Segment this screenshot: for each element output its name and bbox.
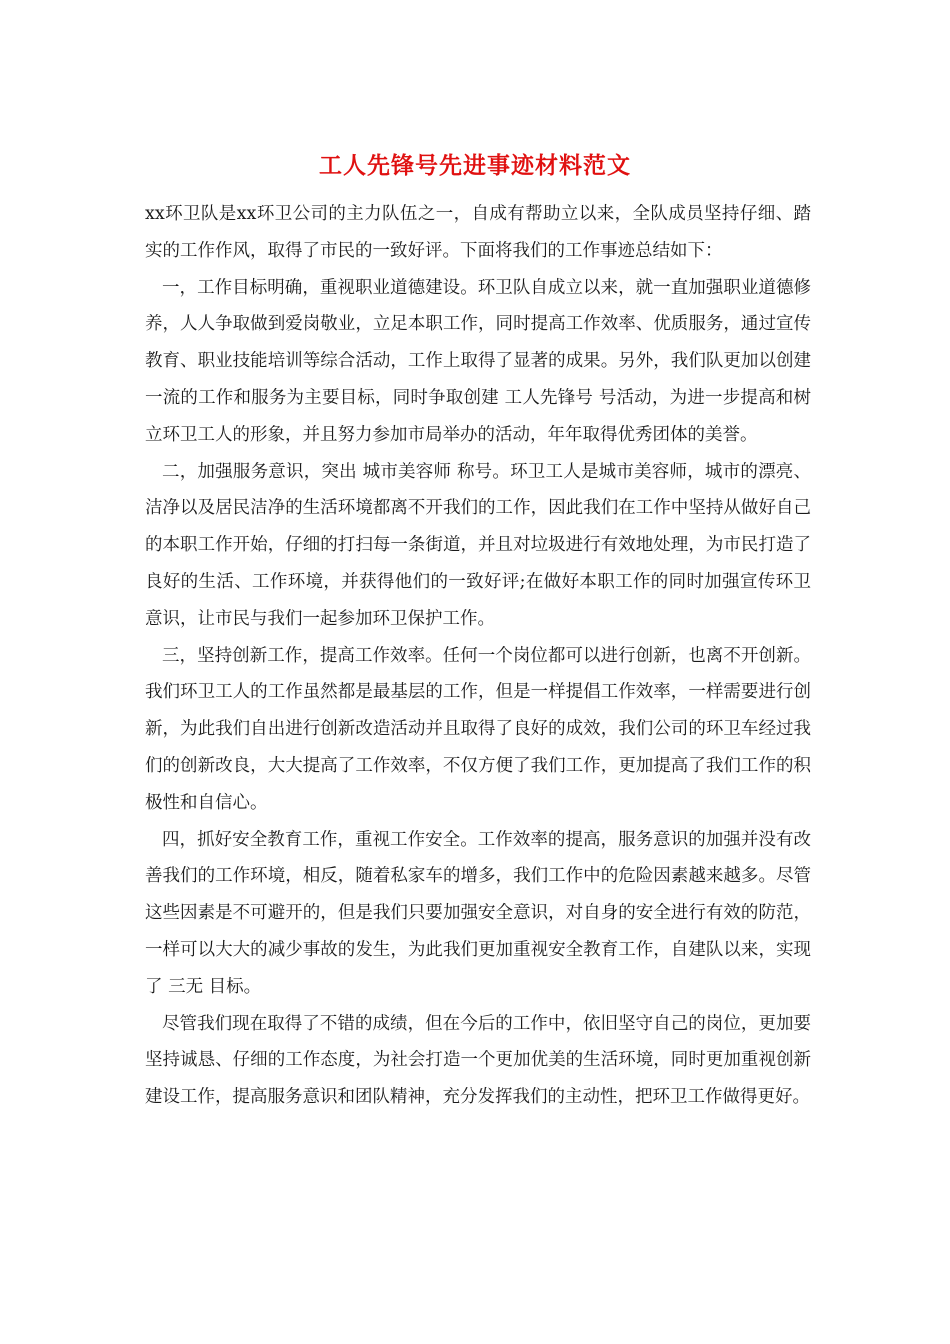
paragraph-1: 一，工作目标明确，重视职业道德建设。环卫队自成立以来，就一直加强职业道德修养，人人争取做到爱岗敬业，立足本职工作，同时提高工作效率、优质服务，通过宣传教育、职业技能培训等综合活动，工作上取得了显著的成果。另外，我们队更加以创建一流的工作和服务为主要目标，同时争取创建 工人先锋号 号活动，为进一步提高和树立环卫工人的形象，并且努力参加市局举办的活动，年年取得优秀团体的美誉。 xyxy=(145,277,811,445)
paragraph-intro: xx环卫队是xx环卫公司的主力队伍之一，自成有帮助立以来，全队成员坚持仔细、踏实的工作作风，取得了市民的一致好评。下面将我们的工作事迹总结如下： xyxy=(145,204,811,261)
paragraph-3: 三，坚持创新工作，提高工作效率。任何一个岗位都可以进行创新，也离不开创新。我们环卫工人的工作虽然都是最基层的工作，但是一样提倡工作效率，一样需要进行创新，为此我们自出进行创新改造活动并且取得了良好的成效，我们公司的环卫车经过我们的创新改良，大大提高了工作效率，不仅方便了我们工作，更加提高了我们工作的积极性和自信心。 xyxy=(145,645,811,813)
paragraph-4: 四，抓好安全教育工作，重视工作安全。工作效率的提高，服务意识的加强并没有改善我们的工作环境，相反，随着私家车的增多，我们工作中的危险因素越来越多。尽管这些因素是不可避开的，但是我们只要加强安全意识，对自身的安全进行有效的防范，一样可以大大的减少事故的发生，为此我们更加重视安全教育工作，自建队以来，实现了 三无 目标。 xyxy=(145,829,811,997)
document-title: 工人先锋号先进事迹材料范文 xyxy=(319,152,631,179)
paragraph-2: 二，加强服务意识，突出 城市美容师 称号。环卫工人是城市美容师，城市的漂亮、洁净以及居民洁净的生活环境都离不开我们的工作，因此我们在工作中坚持从做好自己的本职工作开始，仔细的打扫每一条街道，并且对垃圾进行有效地处理，为市民打造了良好的生活、工作环境，并获得他们的一致好评;在做好本职工作的同时加强宣传环卫意识，让市民与我们一起参加环卫保护工作。 xyxy=(145,461,811,629)
document-body xyxy=(145,196,811,1116)
paragraph-5: 尽管我们现在取得了不错的成绩，但在今后的工作中，依旧坚守自己的岗位，更加要坚持诚恳、仔细的工作态度，为社会打造一个更加优美的生活环境，同时更加重视创新建设工作，提高服务意识和团队精神，充分发挥我们的主动性，把环卫工作做得更好。 xyxy=(145,1013,811,1108)
